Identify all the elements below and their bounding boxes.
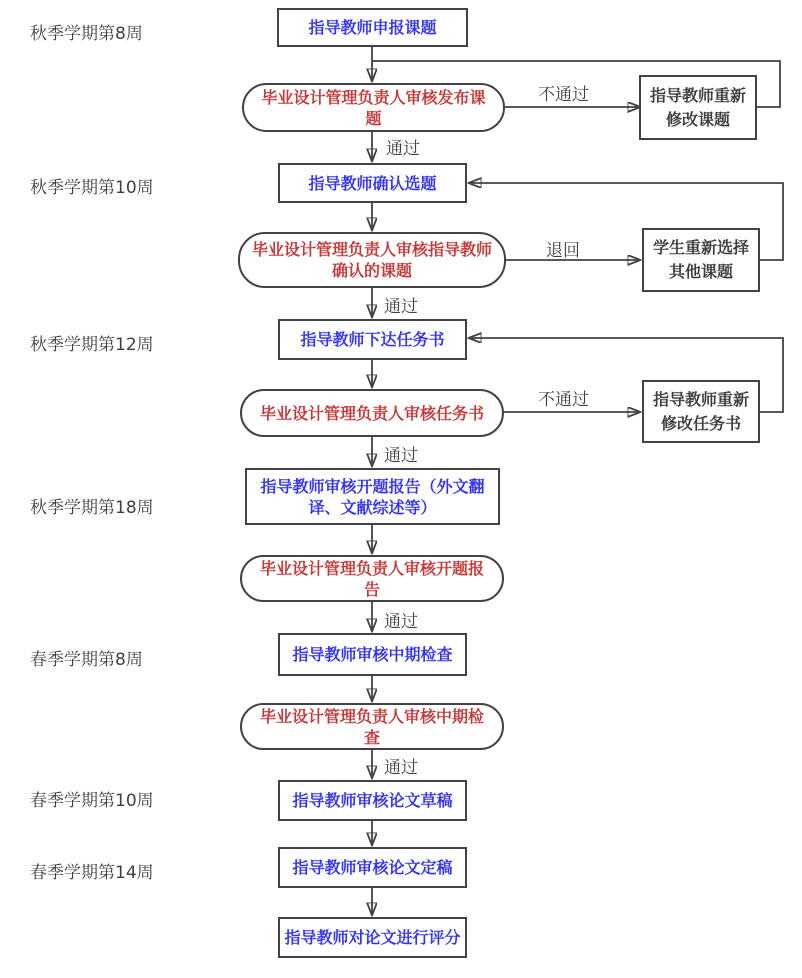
timeline-label-autumn-week18: 秋季学期第18周 <box>30 498 154 518</box>
review-node-publish-topic: 毕业设计管理负责人审核发布课题 <box>242 83 505 132</box>
edge-label-back-confirm-review: 退回 <box>546 241 580 261</box>
timeline-label-spring-week10: 春季学期第10周 <box>30 791 154 811</box>
edge-label-pass-publish-review: 通过 <box>386 139 420 159</box>
timeline-label-spring-week14: 春季学期第14周 <box>30 863 154 883</box>
process-node-declare-topic: 指导教师申报课题 <box>277 8 468 47</box>
review-node-confirmed-topic: 毕业设计管理负责人审核指导教师确认的课题 <box>238 232 506 288</box>
timeline-label-autumn-week12: 秋季学期第12周 <box>30 335 154 355</box>
review-node-proposal-report: 毕业设计管理负责人审核开题报告 <box>240 555 504 602</box>
redo-node-reselect-topic: 学生重新选择其他课题 <box>642 228 760 292</box>
review-node-midterm-check: 毕业设计管理负责人审核中期检查 <box>240 703 504 750</box>
process-node-review-midterm-check: 指导教师审核中期检查 <box>278 633 467 676</box>
edge-label-fail-publish-review: 不通过 <box>538 85 589 105</box>
process-node-grade-thesis: 指导教师对论文进行评分 <box>278 917 467 958</box>
process-node-confirm-topic: 指导教师确认选题 <box>278 163 467 203</box>
timeline-label-autumn-week10: 秋季学期第10周 <box>30 178 154 198</box>
process-node-review-thesis-final: 指导教师审核论文定稿 <box>278 847 467 888</box>
process-node-issue-task-book: 指导教师下达任务书 <box>278 319 467 360</box>
redo-node-modify-topic: 指导教师重新修改课题 <box>639 75 757 140</box>
edge-label-pass-proposal-review: 通过 <box>384 612 418 632</box>
timeline-label-autumn-week8: 秋季学期第8周 <box>30 24 143 44</box>
redo-node-modify-task-book: 指导教师重新修改任务书 <box>642 380 760 443</box>
timeline-label-spring-week8: 春季学期第8周 <box>30 650 143 670</box>
edge-label-pass-confirm-review: 通过 <box>384 297 418 317</box>
edge-label-pass-taskbook-review: 通过 <box>384 446 418 466</box>
process-node-review-thesis-draft: 指导教师审核论文草稿 <box>278 780 467 821</box>
process-node-review-proposal-report: 指导教师审核开题报告（外文翻译、文献综述等） <box>245 468 500 525</box>
edge-label-fail-taskbook-review: 不通过 <box>538 390 589 410</box>
review-node-task-book: 毕业设计管理负责人审核任务书 <box>240 389 504 437</box>
edge-label-pass-midterm-review: 通过 <box>384 758 418 778</box>
